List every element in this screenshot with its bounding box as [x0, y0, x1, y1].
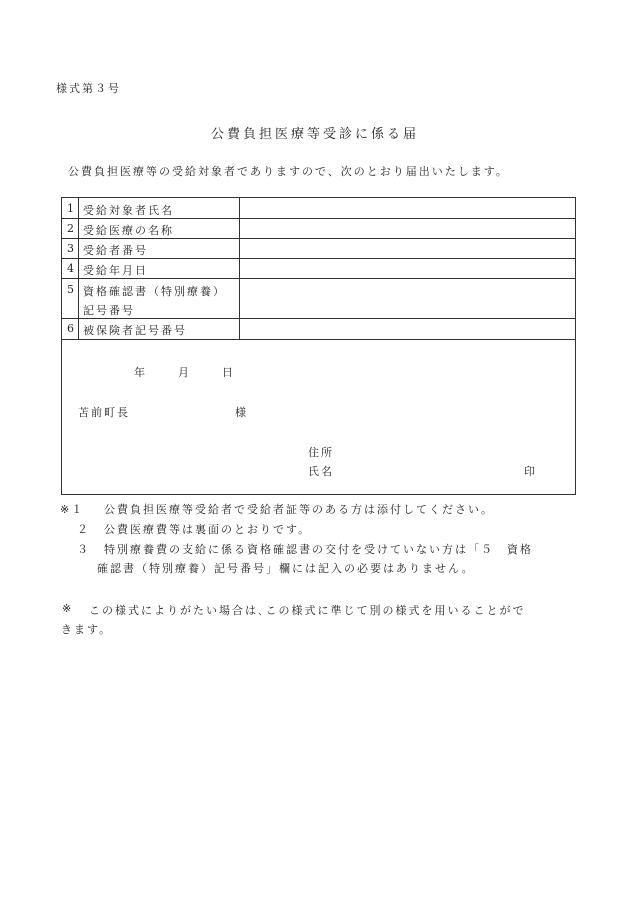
table-row: [62, 278, 575, 319]
row-number: 5: [67, 283, 74, 296]
note-mark: ※１: [60, 503, 85, 516]
row-label: 受給者番号: [83, 244, 148, 257]
row-number: 3: [67, 242, 74, 255]
table-row: [62, 218, 575, 239]
address-label: 住所: [308, 446, 334, 459]
form-table: [61, 197, 576, 495]
footer-note-text-continued: きます。: [61, 623, 113, 636]
year-label: 年: [134, 366, 147, 379]
addressee-name: 苫前町長: [78, 406, 130, 419]
row-label-line2: 記号番号: [83, 304, 135, 317]
intro-text: 公費負担医療等の受給対象者でありますので、次のとおり届出いたします。: [68, 165, 509, 178]
seal-mark: 印: [524, 465, 537, 478]
row-number: 6: [67, 322, 74, 335]
row-label: 受給対象者氏名: [83, 204, 174, 217]
note-mark: ２: [77, 523, 90, 536]
table-row: [62, 318, 575, 340]
month-label: 月: [178, 366, 191, 379]
table-row: [62, 238, 575, 259]
note-text-continued: 確認書（特別療養）記号番号」欄には記入の必要はありません。: [97, 562, 475, 575]
row-number: 1: [67, 202, 74, 215]
day-label: 日: [222, 366, 235, 379]
document-title: 公費負担医療等受診に係る届: [210, 127, 419, 142]
row-number: 2: [67, 222, 74, 235]
table-row: [62, 258, 575, 279]
name-label: 氏名: [308, 465, 334, 478]
row-label: 受給医療の名称: [83, 224, 174, 237]
form-number: 様式第３号: [56, 82, 121, 95]
note-mark: ３: [77, 543, 90, 556]
footer-note-text: この様式によりがたい場合は､この様式に準じて別の様式を用いることがで: [89, 604, 526, 617]
note-text: 公費負担医療等受給者で受給者証等のある方は添付してください。: [104, 503, 494, 516]
note-text: 公費医療費等は裏面のとおりです。: [104, 523, 312, 536]
row-label: 受給年月日: [83, 264, 148, 277]
footer-note-mark: ※: [62, 602, 74, 615]
row-number: 4: [67, 262, 74, 275]
note-text: 特別療養費の支給に係る資格確認書の交付を受けていない方は「５ 資格: [104, 543, 533, 556]
addressee-honorific: 様: [235, 406, 248, 419]
row-label: 被保険者記号番号: [83, 324, 187, 337]
table-row: [62, 198, 575, 219]
row-label: 資格確認書（特別療養）: [83, 285, 226, 298]
